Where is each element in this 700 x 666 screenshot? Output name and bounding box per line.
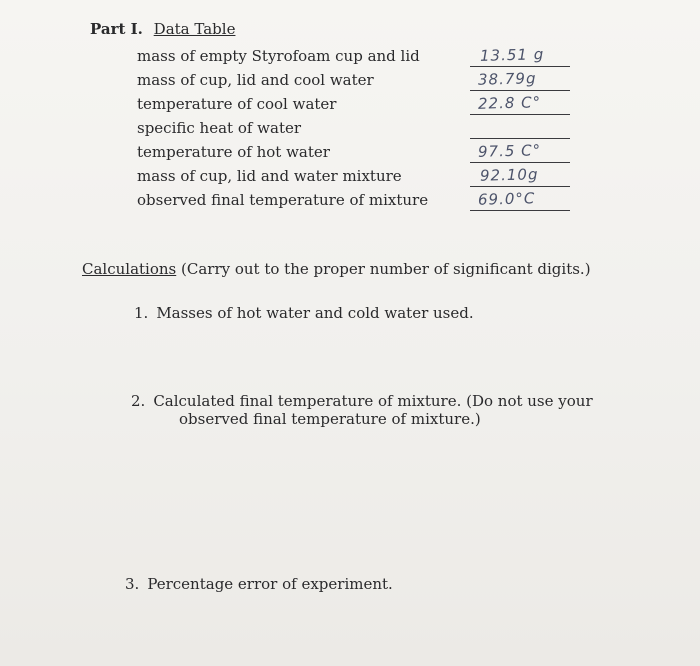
question-text: Percentage error of experiment. bbox=[147, 575, 393, 593]
calculations-title: Calculations bbox=[82, 260, 177, 278]
handwritten-mixture-mass: 92.10g bbox=[479, 165, 539, 185]
handwritten-final-temp: 69.0°C bbox=[477, 189, 536, 209]
data-table-title: Data Table bbox=[153, 20, 236, 38]
answer-line-empty-cup-mass bbox=[470, 66, 570, 67]
question-3 bbox=[125, 575, 393, 593]
row-label-cool-water-temp: temperature of cool water bbox=[137, 95, 337, 113]
row-label-final-temp: observed final temperature of mixture bbox=[137, 191, 429, 209]
answer-line-mixture-mass bbox=[470, 186, 570, 187]
question-number: 3. bbox=[125, 575, 140, 593]
answer-line-specific-heat bbox=[470, 138, 570, 139]
answer-line-final-temp bbox=[470, 210, 570, 211]
answer-line-cup-cool-water-mass bbox=[470, 90, 570, 91]
row-label-mixture-mass: mass of cup, lid and water mixture bbox=[137, 167, 402, 185]
handwritten-hot-water-temp: 97.5 C° bbox=[477, 141, 542, 161]
question-2-continuation: observed final temperature of mixture.) bbox=[179, 410, 481, 428]
answer-line-hot-water-temp bbox=[470, 162, 570, 163]
calculations-note: (Carry out to the proper number of significant digits.) bbox=[176, 260, 591, 278]
handwritten-cup-cool-water-mass: 38.79g bbox=[477, 69, 537, 89]
row-label-cup-cool-water-mass: mass of cup, lid and cool water bbox=[137, 71, 374, 89]
part-label: Part I. bbox=[90, 20, 143, 38]
handwritten-cool-water-temp: 22.8 C° bbox=[477, 93, 542, 113]
handwritten-empty-cup-mass: 13.51 g bbox=[479, 45, 545, 65]
row-label-specific-heat: specific heat of water bbox=[137, 119, 302, 137]
calculations-heading bbox=[82, 260, 591, 278]
question-number: 2. bbox=[131, 392, 146, 410]
row-label-hot-water-temp: temperature of hot water bbox=[137, 143, 330, 161]
part-heading bbox=[90, 20, 235, 38]
question-text: Calculated final temperature of mixture. (Do not use your bbox=[153, 392, 593, 410]
question-text: Masses of hot water and cold water used. bbox=[156, 304, 474, 322]
row-label-empty-cup-mass: mass of empty Styrofoam cup and lid bbox=[137, 47, 420, 65]
answer-line-cool-water-temp bbox=[470, 114, 570, 115]
question-1 bbox=[134, 304, 474, 322]
question-2 bbox=[131, 392, 593, 410]
question-number: 1. bbox=[134, 304, 149, 322]
